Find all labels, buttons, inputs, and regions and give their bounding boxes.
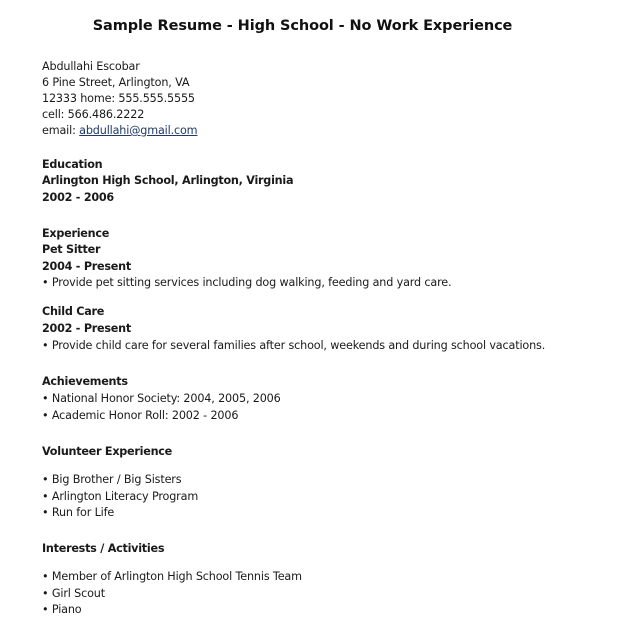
job-bullet: • Provide child care for several families after school, weekends and during school vacations. xyxy=(42,339,546,352)
job-dates: 2002 - Present xyxy=(42,322,131,335)
job-dates: 2004 - Present xyxy=(42,260,131,273)
list-item: • Run for Life xyxy=(42,506,115,519)
contact-cell-phone: cell: 566.486.2222 xyxy=(42,108,145,121)
document-title: Sample Resume - High School - No Work Experience xyxy=(92,18,513,34)
contact-email-line xyxy=(42,124,197,138)
contact-home-phone: 12333 home: 555.555.5555 xyxy=(42,92,195,105)
job-title: Child Care xyxy=(42,305,105,318)
education-heading: Education xyxy=(42,158,103,171)
interests-heading: Interests / Activities xyxy=(42,542,165,555)
email-label: email: xyxy=(42,124,80,137)
experience-heading: Experience xyxy=(42,227,110,240)
education-school: Arlington High School, Arlington, Virginia xyxy=(42,174,294,187)
job-title: Pet Sitter xyxy=(42,243,101,256)
contact-name: Abdullahi Escobar xyxy=(42,60,140,73)
email-link[interactable]: abdullahi@gmail.com xyxy=(79,124,198,137)
achievements-heading: Achievements xyxy=(42,375,128,388)
contact-address: 6 Pine Street, Arlington, VA xyxy=(42,76,190,89)
list-item: • National Honor Society: 2004, 2005, 2006 xyxy=(42,392,281,405)
education-years: 2002 - 2006 xyxy=(42,191,114,204)
list-item: • Girl Scout xyxy=(42,587,105,600)
list-item: • Big Brother / Big Sisters xyxy=(42,473,182,486)
list-item: • Academic Honor Roll: 2002 - 2006 xyxy=(42,409,239,422)
volunteer-heading: Volunteer Experience xyxy=(42,445,173,458)
list-item: • Arlington Literacy Program xyxy=(42,490,199,503)
job-bullet: • Provide pet sitting services including dog walking, feeding and yard care. xyxy=(42,276,452,289)
list-item: • Member of Arlington High School Tennis Team xyxy=(42,570,302,583)
list-item: • Piano xyxy=(42,603,82,616)
